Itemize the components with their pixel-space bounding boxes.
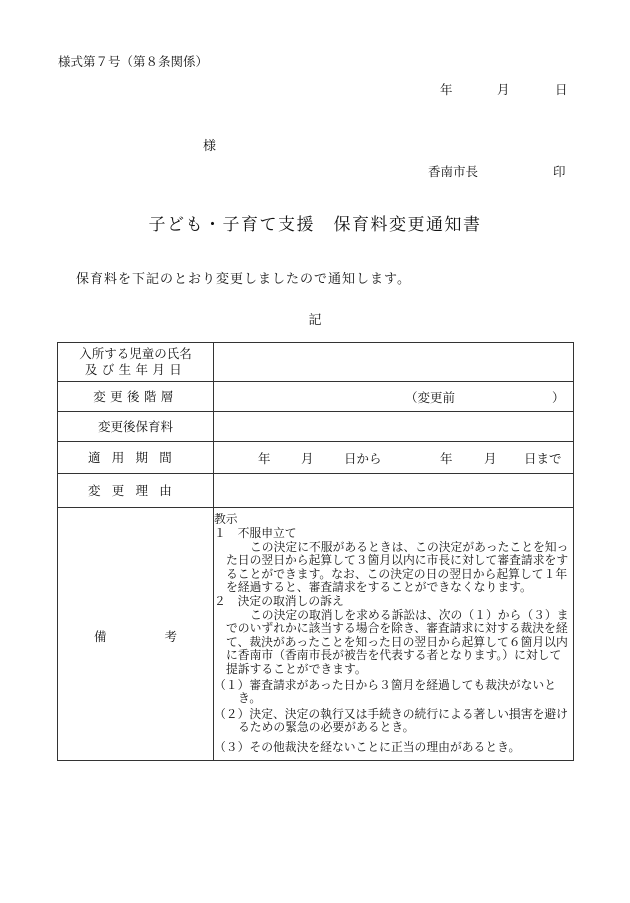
period-label: 適用期間 [58,442,214,474]
period-value [214,442,574,474]
notes-item2-body: この決定の取消しを求める訴訟は、次の（１）から（３）までのいずれかに該当する場合を除き、審査請求に対する裁決を経て、裁決があったことを知った日の翌日から起算して６箇月以内に香南市（香南市長が被告を代表する者となります。）に対して提訴することができます。 [226,607,569,676]
seal-mark: 印 [553,164,566,179]
period-end-year: 年 [440,450,453,466]
lead-text: 保育料を下記のとおり変更しましたので通知します。 [76,272,411,287]
notes-item1-title: １ 不服申立て [214,526,297,541]
ki-heading: 記 [308,313,322,328]
table-row-child [58,343,574,382]
issuer-name: 香南市長 [428,164,479,179]
notes-content [214,508,574,761]
new-fee-label: 変更後保育料 [58,412,214,442]
child-name-label-line1: 入所する児童の氏名 [79,346,192,361]
period-end-month: 月 [484,450,497,466]
period-start-year: 年 [258,450,271,466]
table-row-reason [58,474,574,508]
date-month-label: 月 [497,82,510,97]
reason-value [214,474,574,508]
previous-tier-close: ） [552,389,565,405]
recipient-suffix: 様 [203,139,217,154]
period-start-day: 日から [344,450,382,466]
child-name-value [214,343,574,382]
notes-label [58,508,214,761]
reason-label: 変更理由 [58,474,214,508]
notes-condition-2: （２）決定、決定の執行又は手続きの続行による著しい損害を避けるための緊急の必要があるとき。 [214,706,568,735]
notes-label-char1: 備 [93,629,107,644]
notice-table [57,342,574,761]
table-row-period [58,442,574,474]
date-day-label: 日 [555,82,568,97]
previous-tier-open: （変更前 [405,389,456,405]
table-row-notes [58,508,574,761]
notes-label-char2: 考 [164,629,178,644]
period-start-month: 月 [301,450,314,466]
form-number: 様式第７号（第８条関係） [58,54,209,69]
date-year-label: 年 [440,82,453,97]
document-title: 子ども・子育て支援 保育料変更通知書 [148,215,482,235]
notes-condition-3: （３）その他裁決を経ないことに正当の理由があるとき。 [214,739,521,754]
notes-heading: 教示 [214,512,238,527]
notes-item1-body: この決定に不服があるときは、この決定があったことを知った日の翌日から起算して３箇月以内に市長に対して審査請求をすることができます。なお、この決定の日の翌日から起算して１年を経過すると、審査請求をすることができなくなります。 [226,539,569,595]
child-name-label-line2: 及び生年月日 [84,362,187,377]
period-end-day: 日まで [524,450,562,466]
table-row-tier [58,382,574,412]
new-tier-value [214,382,574,412]
child-name-label [58,343,214,382]
table-row-fee [58,412,574,442]
notes-condition-1: （１）審査請求があった日から３箇月を経過しても裁決がないとき。 [214,677,556,706]
notes-item2-title: ２ 決定の取消しの訴え [214,594,344,609]
new-tier-label: 変更後階層 [58,382,214,412]
new-fee-value [214,412,574,442]
